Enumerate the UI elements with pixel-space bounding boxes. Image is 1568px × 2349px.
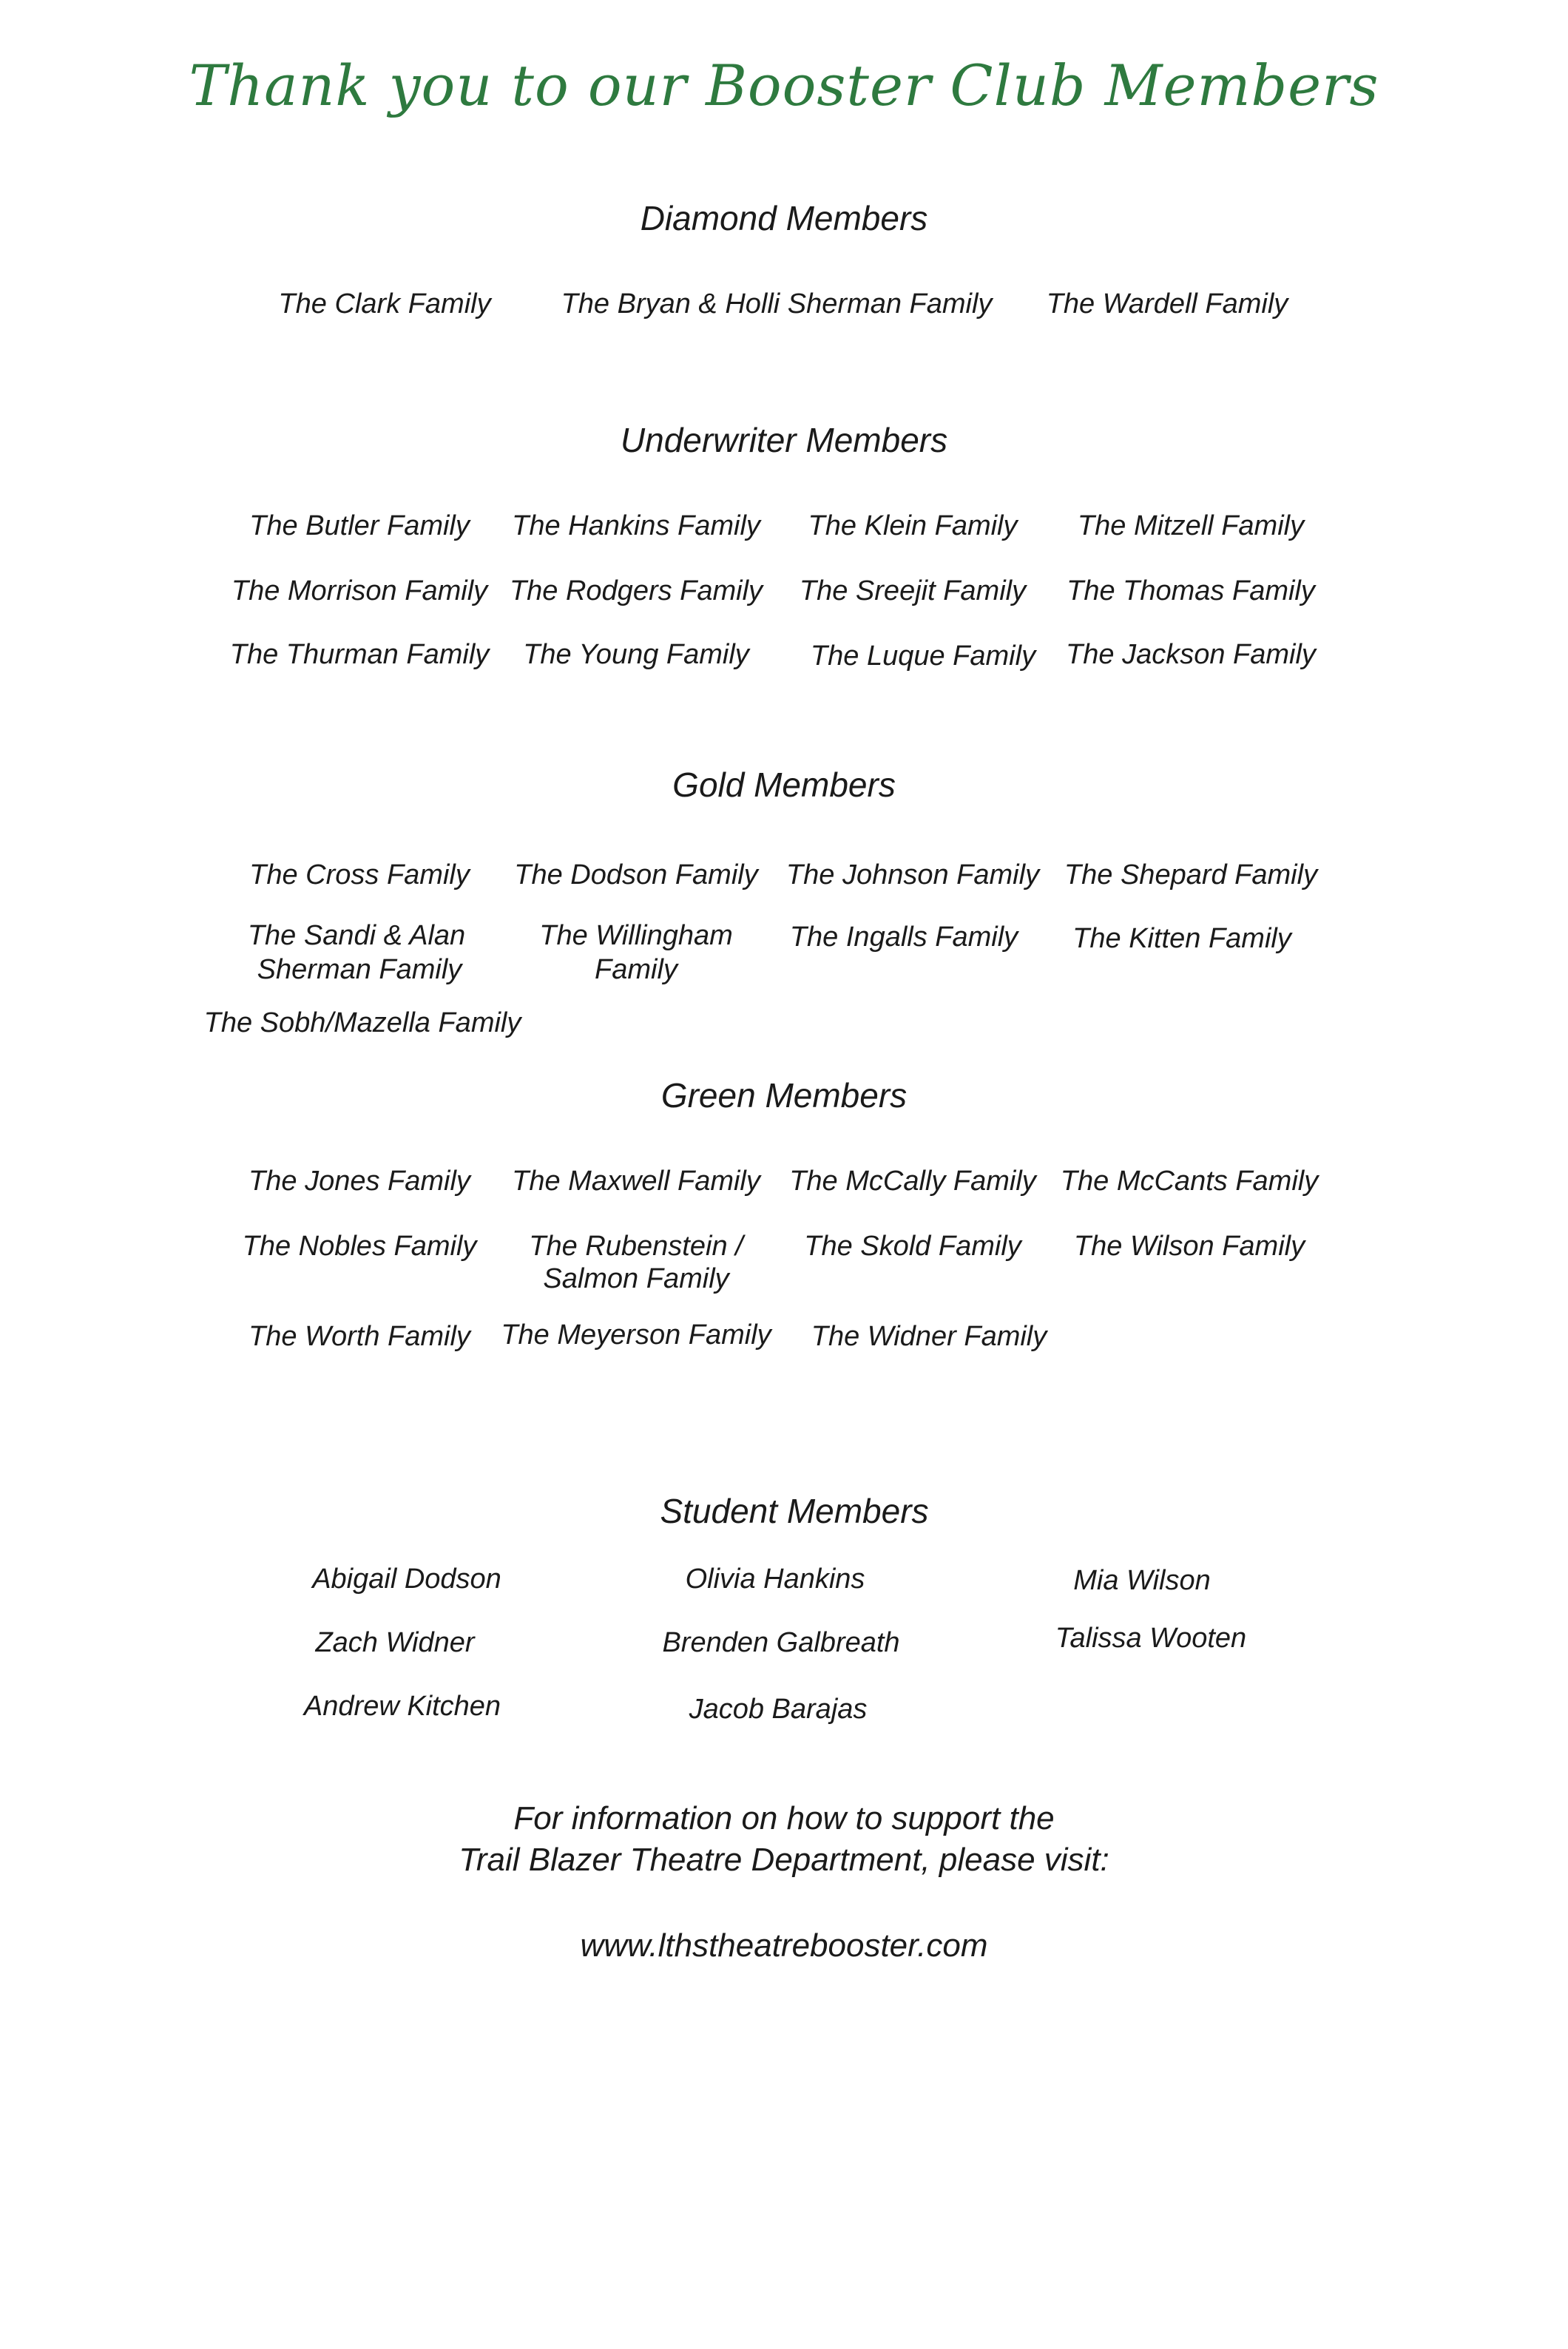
green-member: The Meyerson Family — [501, 1319, 771, 1351]
gold-members-heading: Gold Members — [672, 765, 896, 804]
gold-member: The Sobh/Mazella Family — [203, 1007, 521, 1038]
underwriter-member: The Luque Family — [810, 641, 1036, 672]
gold-member: The Shepard Family — [1064, 859, 1318, 890]
diamond-members-heading: Diamond Members — [640, 199, 928, 237]
student-member: Talissa Wooten — [1055, 1623, 1247, 1654]
diamond-member: The Bryan & Holli Sherman Family — [561, 288, 993, 320]
green-member: The Maxwell Family — [512, 1166, 760, 1197]
gold-member: Sherman Family — [257, 954, 462, 985]
green-member: The Widner Family — [811, 1321, 1047, 1352]
gold-member: The Sandi & Alan — [247, 920, 466, 951]
underwriter-member: The Thurman Family — [229, 639, 490, 670]
student-member: Jacob Barajas — [689, 1694, 868, 1725]
gold-member: Family — [595, 954, 677, 985]
underwriter-members-heading: Underwriter Members — [620, 421, 948, 459]
gold-member: The Kitten Family — [1072, 923, 1291, 954]
green-member: The Skold Family — [804, 1231, 1021, 1262]
footer-line-1: For information on how to support the — [513, 1800, 1055, 1836]
underwriter-member: The Thomas Family — [1067, 575, 1315, 606]
gold-member: The Ingalls Family — [789, 922, 1018, 953]
green-member: The Worth Family — [249, 1321, 470, 1352]
diamond-member: The Clark Family — [278, 288, 491, 320]
underwriter-member: The Jackson Family — [1066, 639, 1316, 670]
underwriter-member: The Rodgers Family — [509, 575, 763, 606]
green-member: The Jones Family — [249, 1166, 470, 1197]
gold-member: The Cross Family — [249, 859, 470, 890]
gold-member: The Dodson Family — [514, 859, 758, 890]
gold-member: The Johnson Family — [785, 859, 1040, 890]
green-member: Salmon Family — [543, 1263, 729, 1294]
diamond-member: The Wardell Family — [1046, 288, 1288, 320]
page-title: Thank you to our Booster Club Members — [189, 53, 1379, 118]
underwriter-member: The Young Family — [523, 639, 749, 670]
underwriter-member: The Sreejit Family — [799, 575, 1027, 606]
underwriter-member: The Butler Family — [249, 510, 470, 541]
student-member: Abigail Dodson — [312, 1564, 501, 1595]
underwriter-member: The Morrison Family — [231, 575, 488, 606]
website-link[interactable]: www.lthstheatrebooster.com — [580, 1927, 988, 1964]
footer-line-2: Trail Blazer Theatre Department, please visit: — [459, 1842, 1109, 1878]
underwriter-member: The Mitzell Family — [1077, 510, 1305, 541]
student-member: Andrew Kitchen — [303, 1691, 501, 1722]
green-member: The McCally Family — [789, 1166, 1036, 1197]
student-member: Olivia Hankins — [685, 1564, 865, 1595]
student-member: Zach Widner — [315, 1627, 475, 1658]
gold-member: The Willingham — [539, 920, 733, 951]
green-member: The Nobles Family — [242, 1231, 477, 1262]
green-members-heading: Green Members — [660, 1076, 908, 1115]
student-members-heading: Student Members — [660, 1492, 929, 1530]
green-member: The Rubenstein / — [529, 1231, 743, 1262]
underwriter-member: The Hankins Family — [512, 510, 760, 541]
underwriter-member: The Klein Family — [808, 510, 1018, 541]
green-member: The McCants Family — [1060, 1166, 1319, 1197]
green-member: The Wilson Family — [1073, 1231, 1305, 1262]
student-member: Mia Wilson — [1073, 1565, 1211, 1596]
student-member: Brenden Galbreath — [662, 1627, 900, 1658]
